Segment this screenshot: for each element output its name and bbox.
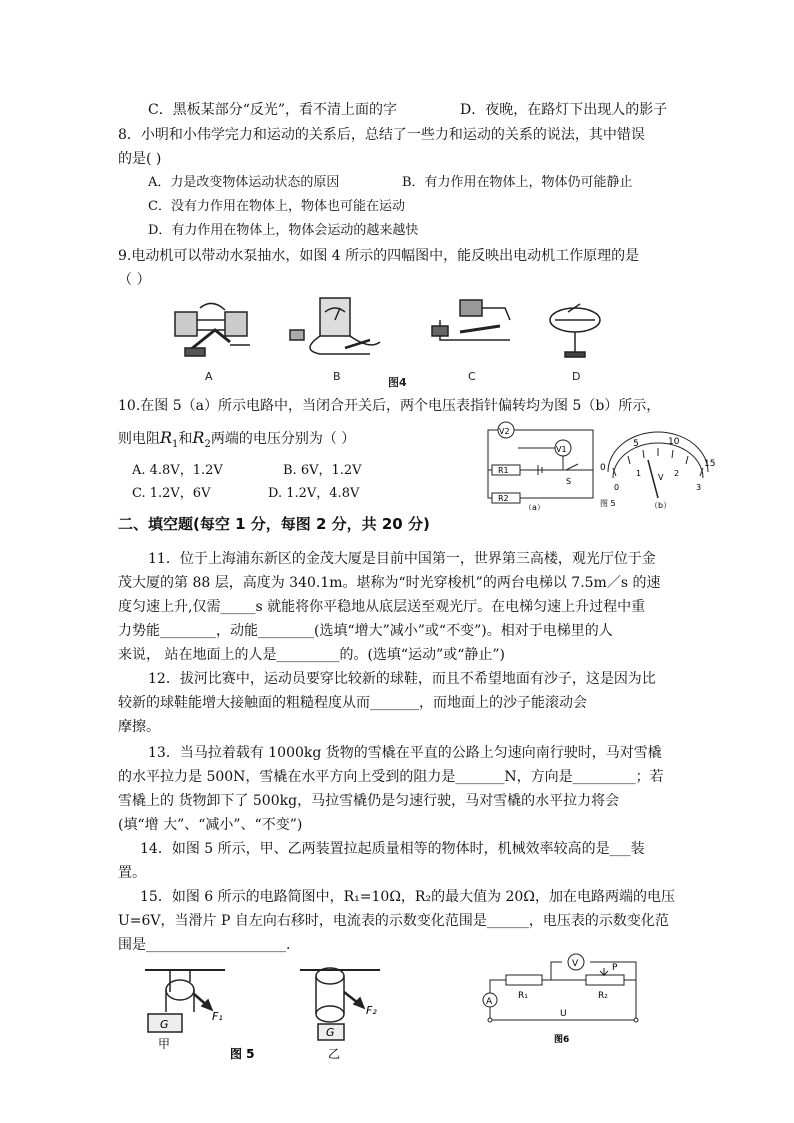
pulley-yi-bottom-icon xyxy=(316,1006,344,1022)
q9-stem-line1: 9.电动机可以带动水泵抽水，如图 4 所示的四幅图中，能反映出电动机工作原理的是 xyxy=(118,248,640,264)
q13-line2: 的水平拉力是 500N，雪橇在水平方向上受到的阻力是_______N，方向是_________；若 xyxy=(118,769,664,785)
pulley-f2-label: F₂ xyxy=(366,1004,377,1017)
figure-6-ammeter-label: A xyxy=(486,997,493,1007)
q10-option-d: D. 1.2V，4.8V xyxy=(268,486,360,501)
q15-line2: U=6V，当滑片 P 自左向右移时，电流表的示数变化范围是______，电压表的示数变化范 xyxy=(118,913,669,929)
q8-option-d: D．有力作用在物体上，物体会运动的越来越快 xyxy=(148,223,419,238)
figure-6-r1-label: R₁ xyxy=(518,991,528,1001)
figure-4-b-diagram xyxy=(290,298,380,354)
pulley-jia-label: 甲 xyxy=(158,1037,171,1051)
figure-5a-caption: （a） xyxy=(524,503,545,512)
section-2-title: 二、填空题(每空 1 分，每图 2 分，共 20 分) xyxy=(118,515,430,533)
pulley-figure-caption: 图 5 xyxy=(230,1047,255,1061)
q8-option-a: A．力是改变物体运动状态的原因 xyxy=(148,175,340,190)
figure-5b-tick-1: 1 xyxy=(636,469,642,478)
figure-4-label-a: A xyxy=(205,370,213,383)
figure-5b-meter-symbol: V xyxy=(658,473,664,482)
figure-6-caption: 图6 xyxy=(554,1035,570,1045)
figure-4-label-d: D xyxy=(572,370,581,383)
q15-line3: 围是____________________. xyxy=(118,937,291,953)
q10-r1-symbol: R xyxy=(160,428,173,447)
figure-5b-tick-0-bottom: 0 xyxy=(614,483,620,492)
figure-4-d-diagram xyxy=(550,304,600,357)
figure-5a-switch-label: S xyxy=(566,477,572,486)
figure-4-c-diagram xyxy=(432,300,510,340)
q13-line4: (填“增 大”、“减小”、“不变”) xyxy=(118,817,303,833)
figure-5b-tick-15: 15 xyxy=(704,459,716,469)
q8-option-b: B．有力作用在物体上，物体仍可能静止 xyxy=(402,175,633,190)
figure-5a-v1-label: V1 xyxy=(556,445,567,454)
pulley-g-label-yi: G xyxy=(326,1026,335,1039)
q10-stem-line1: 10.在图 5（a）所示电路中，当闭合开关后，两个电压表指针偏转均为图 5（b）所示， xyxy=(118,398,661,414)
q11-line4: 力势能________，动能________(选填“增大”减小”或“不变”)。相对于电梯里的人 xyxy=(118,623,613,639)
pulley-g-label-jia: G xyxy=(160,1018,169,1031)
q13-line3: 雪橇上的 货物卸下了 500kg，马拉雪橇仍是匀速行驶，马对雪橇的水平拉力将会 xyxy=(118,793,620,809)
q9-stem-line2: （ ） xyxy=(118,272,151,288)
q14-line1: 14．如图 5 所示，甲、乙两装置拉起质量相等的物体时，机械效率较高的是___装 xyxy=(140,841,645,857)
q10-r1-subscript: 1 xyxy=(172,438,179,450)
figure-5b-tick-3: 3 xyxy=(696,483,702,492)
q11-line3: 度匀速上升,仅需_____s 就能将你平稳地从底层送至观光厅。在电梯匀速上升过程中重 xyxy=(118,599,646,615)
figure-6-voltmeter-label: V xyxy=(572,959,579,969)
q11-line2: 茂大厦的第 88 层，高度为 340.1m。堪称为“时光穿梭机”的两台电梯以 7.5m／s 的速 xyxy=(118,575,661,591)
figure-6-r2-label: R₂ xyxy=(598,991,608,1001)
figure-4-label-c: C xyxy=(468,370,476,383)
figure-5b-tick-2: 2 xyxy=(674,469,680,478)
figure-5b-tick-0-top: 0 xyxy=(600,463,606,473)
figure-5a-r2-label: R2 xyxy=(498,494,509,503)
q12-line3: 摩擦。 xyxy=(118,719,160,735)
pulley-f1-label: F₁ xyxy=(212,1010,223,1023)
figure-4-caption: 图4 xyxy=(388,376,407,389)
figure-5b-meter xyxy=(608,432,708,498)
figure-5b-tick-10: 10 xyxy=(668,437,680,447)
figure-4 xyxy=(170,290,610,390)
resistor-r1 xyxy=(506,975,542,985)
q11-line1: 11．位于上海浦东新区的金茂大厦是目前中国第一，世界第三高楼，观光厅位于金 xyxy=(148,551,656,567)
q10-option-c: C. 1.2V，6V xyxy=(132,486,211,501)
q10-stem-prefix: 则电阻 xyxy=(118,431,160,447)
q15-line1: 15．如图 6 所示的电路简图中，R₁=10Ω，R₂的最大值为 20Ω，加在电路两端的电压 xyxy=(140,889,675,905)
figure-4-label-b: B xyxy=(333,370,341,383)
q10-stem-line2 xyxy=(118,428,355,455)
q12-line2: 较新的球鞋能增大接触面的粗糙程度从而_______，而地面上的沙子能滚动会 xyxy=(118,695,587,711)
q10-r2-subscript: 2 xyxy=(204,438,211,450)
q8-stem-line1: 8．小明和小伟学完力和运动的关系后，总结了一些力和运动的关系的说法，其中错误 xyxy=(118,127,645,143)
figure-5 xyxy=(478,420,718,515)
q10-stem-suffix: 两端的电压分别为（ ） xyxy=(210,431,356,447)
q7-option-d: D．夜晚，在路灯下出现人的影子 xyxy=(460,102,668,118)
pulley-yi-label: 乙 xyxy=(328,1047,341,1061)
q10-option-b: B. 6V，1.2V xyxy=(283,463,362,478)
figure-5b-tick-5: 5 xyxy=(633,439,639,449)
q10-r2-symbol: R xyxy=(192,428,205,447)
q8-stem-line2: 的是( ) xyxy=(118,151,162,167)
figure-5-caption: 图 5 xyxy=(600,499,616,508)
q12-line1: 12．拔河比赛中，运动员要穿比较新的球鞋，而且不希望地面有沙子，这是因为比 xyxy=(148,671,656,687)
q7-option-c: C．黑板某部分“反光”，看不清上面的字 xyxy=(148,102,398,118)
figure-5a-r1-label: R1 xyxy=(498,466,509,475)
figure-5a-v2-label: V2 xyxy=(499,427,510,436)
q10-and: 和 xyxy=(178,431,193,447)
figure-5-pulleys xyxy=(130,962,410,1062)
figure-6-voltage-label: U xyxy=(560,1009,567,1019)
q14-line2: 置。 xyxy=(118,865,146,881)
figure-5b-caption: （b） xyxy=(650,501,672,510)
figure-6 xyxy=(476,946,646,1048)
q11-line5: 来说， 站在地面上的人是_________的。(选填“运动”或“静止”) xyxy=(118,647,506,663)
q10-option-a: A. 4.8V，1.2V xyxy=(132,463,223,478)
q13-line1: 13．当马拉着载有 1000kg 货物的雪橇在平直的公路上匀速向南行驶时，马对雪橇 xyxy=(148,745,662,761)
resistor-r2 xyxy=(586,975,624,985)
figure-4-a-diagram xyxy=(175,303,250,356)
q8-option-c: C．没有力作用在物体上，物体也可能在运动 xyxy=(148,199,405,214)
figure-6-slider-label: P xyxy=(612,963,618,973)
